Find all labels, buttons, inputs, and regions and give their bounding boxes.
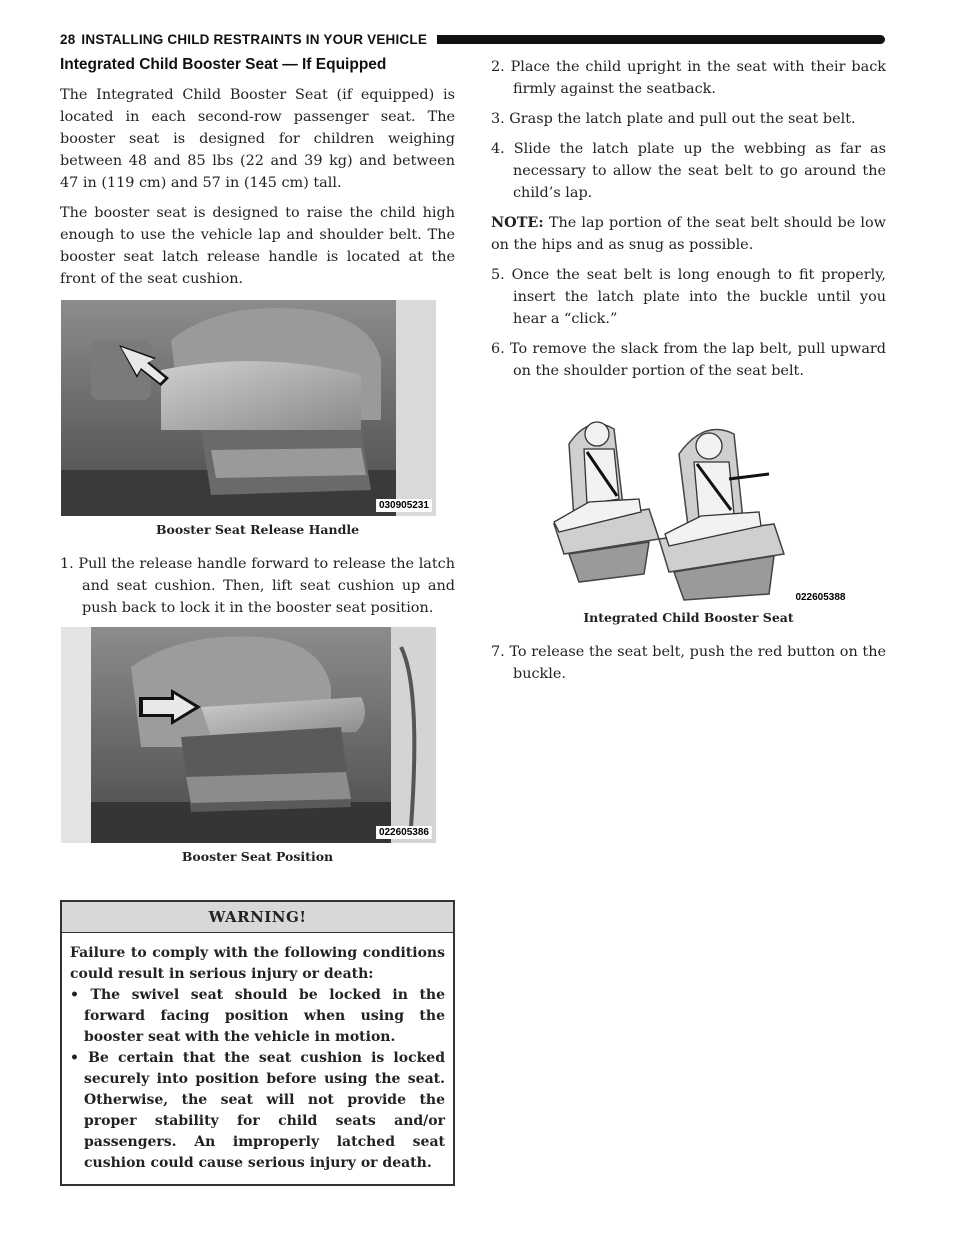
warning-body [62,933,453,1184]
page-header [60,28,885,50]
seat-photo-illustration [61,627,436,843]
step-7: 7. To release the seat belt, push the red button on the buckle. [491,644,886,682]
intro-paragraph: The Integrated Child Booster Seat (if equipped) is located in each second-row passenger seat. The booster seat is designed for children weighing between 48 and 85 lbs (22 and 39 kg) and between 47 in (119 cm) and 57 in (145 cm) tall. [60,87,455,191]
left-column [60,56,455,1186]
note-text: The lap portion of the seat belt should be low on the hips and as snug as possible. [491,215,886,253]
warning-title: WARNING! [62,902,453,933]
integrated-booster-seat-illustration [529,404,849,604]
note-paragraph [491,212,886,256]
booster-release-handle-photo [61,300,436,516]
figure-code: 030905231 [376,499,432,512]
step-5: 5. Once the seat belt is long enough to fit properly, insert the latch plate into the buckle until you hear a “click.” [491,267,886,327]
figure-caption: Booster Seat Release Handle [155,522,360,537]
right-column [491,56,886,693]
step-6: 6. To remove the slack from the lap belt, pull upward on the shoulder portion of the seat belt. [491,341,886,379]
step-3: 3. Grasp the latch plate and pull out the seat belt. [491,111,856,127]
warning-bullet: • The swivel seat should be locked in the forward facing position when using the booster seat with the vehicle in motion. [70,987,445,1045]
page-number: 28 [60,31,76,47]
warning-box [60,900,455,1186]
step-1: 1. Pull the release handle forward to release the latch and seat cushion. Then, lift seat cushion up and push back to lock it in the booster seat position. [60,556,455,616]
warning-bullet-text: The swivel seat should be locked in the forward facing position when using the booster seat with the vehicle in motion. [84,987,445,1045]
booster-seat-position-photo [61,627,436,843]
figure-caption: Booster Seat Position [181,849,334,864]
figure-caption: Integrated Child Booster Seat [583,610,794,625]
step-4: 4. Slide the latch plate up the webbing as far as necessary to allow the seat belt to go around the child’s lap. [491,141,886,201]
children-in-booster-seats-illustration [529,404,849,604]
booster-description-paragraph: The booster seat is designed to raise the child high enough to use the vehicle lap and shoulder belt. The booster seat latch release handle is located at the front of the seat cushion. [60,205,455,287]
section-heading: Integrated Child Booster Seat — If Equipped [60,56,387,73]
warning-intro: Failure to comply with the following conditions could result in serious injury or death: [70,945,445,982]
seat-photo-illustration [61,300,436,516]
step-2: 2. Place the child upright in the seat with their back firmly against the seatback. [491,59,886,97]
note-label: NOTE: [491,214,544,231]
figure-code: 022605388 [795,592,846,603]
warning-bullet: • Be certain that the seat cushion is locked securely into position before using the seat. Otherwise, the seat will not provide the proper stability for child seats and/or passengers. An improperly latched seat cushion could cause serious injury or death. [70,1050,445,1171]
section-title: INSTALLING CHILD RESTRAINTS IN YOUR VEHICLE [81,31,428,47]
warning-bullet-text: Be certain that the seat cushion is locked securely into position before using the seat. Otherwise, the seat will not provide the proper stability for child seats and/or passengers. An improperly latched seat cushion could cause serious injury or death. [84,1050,445,1171]
figure-code: 022605386 [376,826,432,839]
header-rule [437,35,885,44]
